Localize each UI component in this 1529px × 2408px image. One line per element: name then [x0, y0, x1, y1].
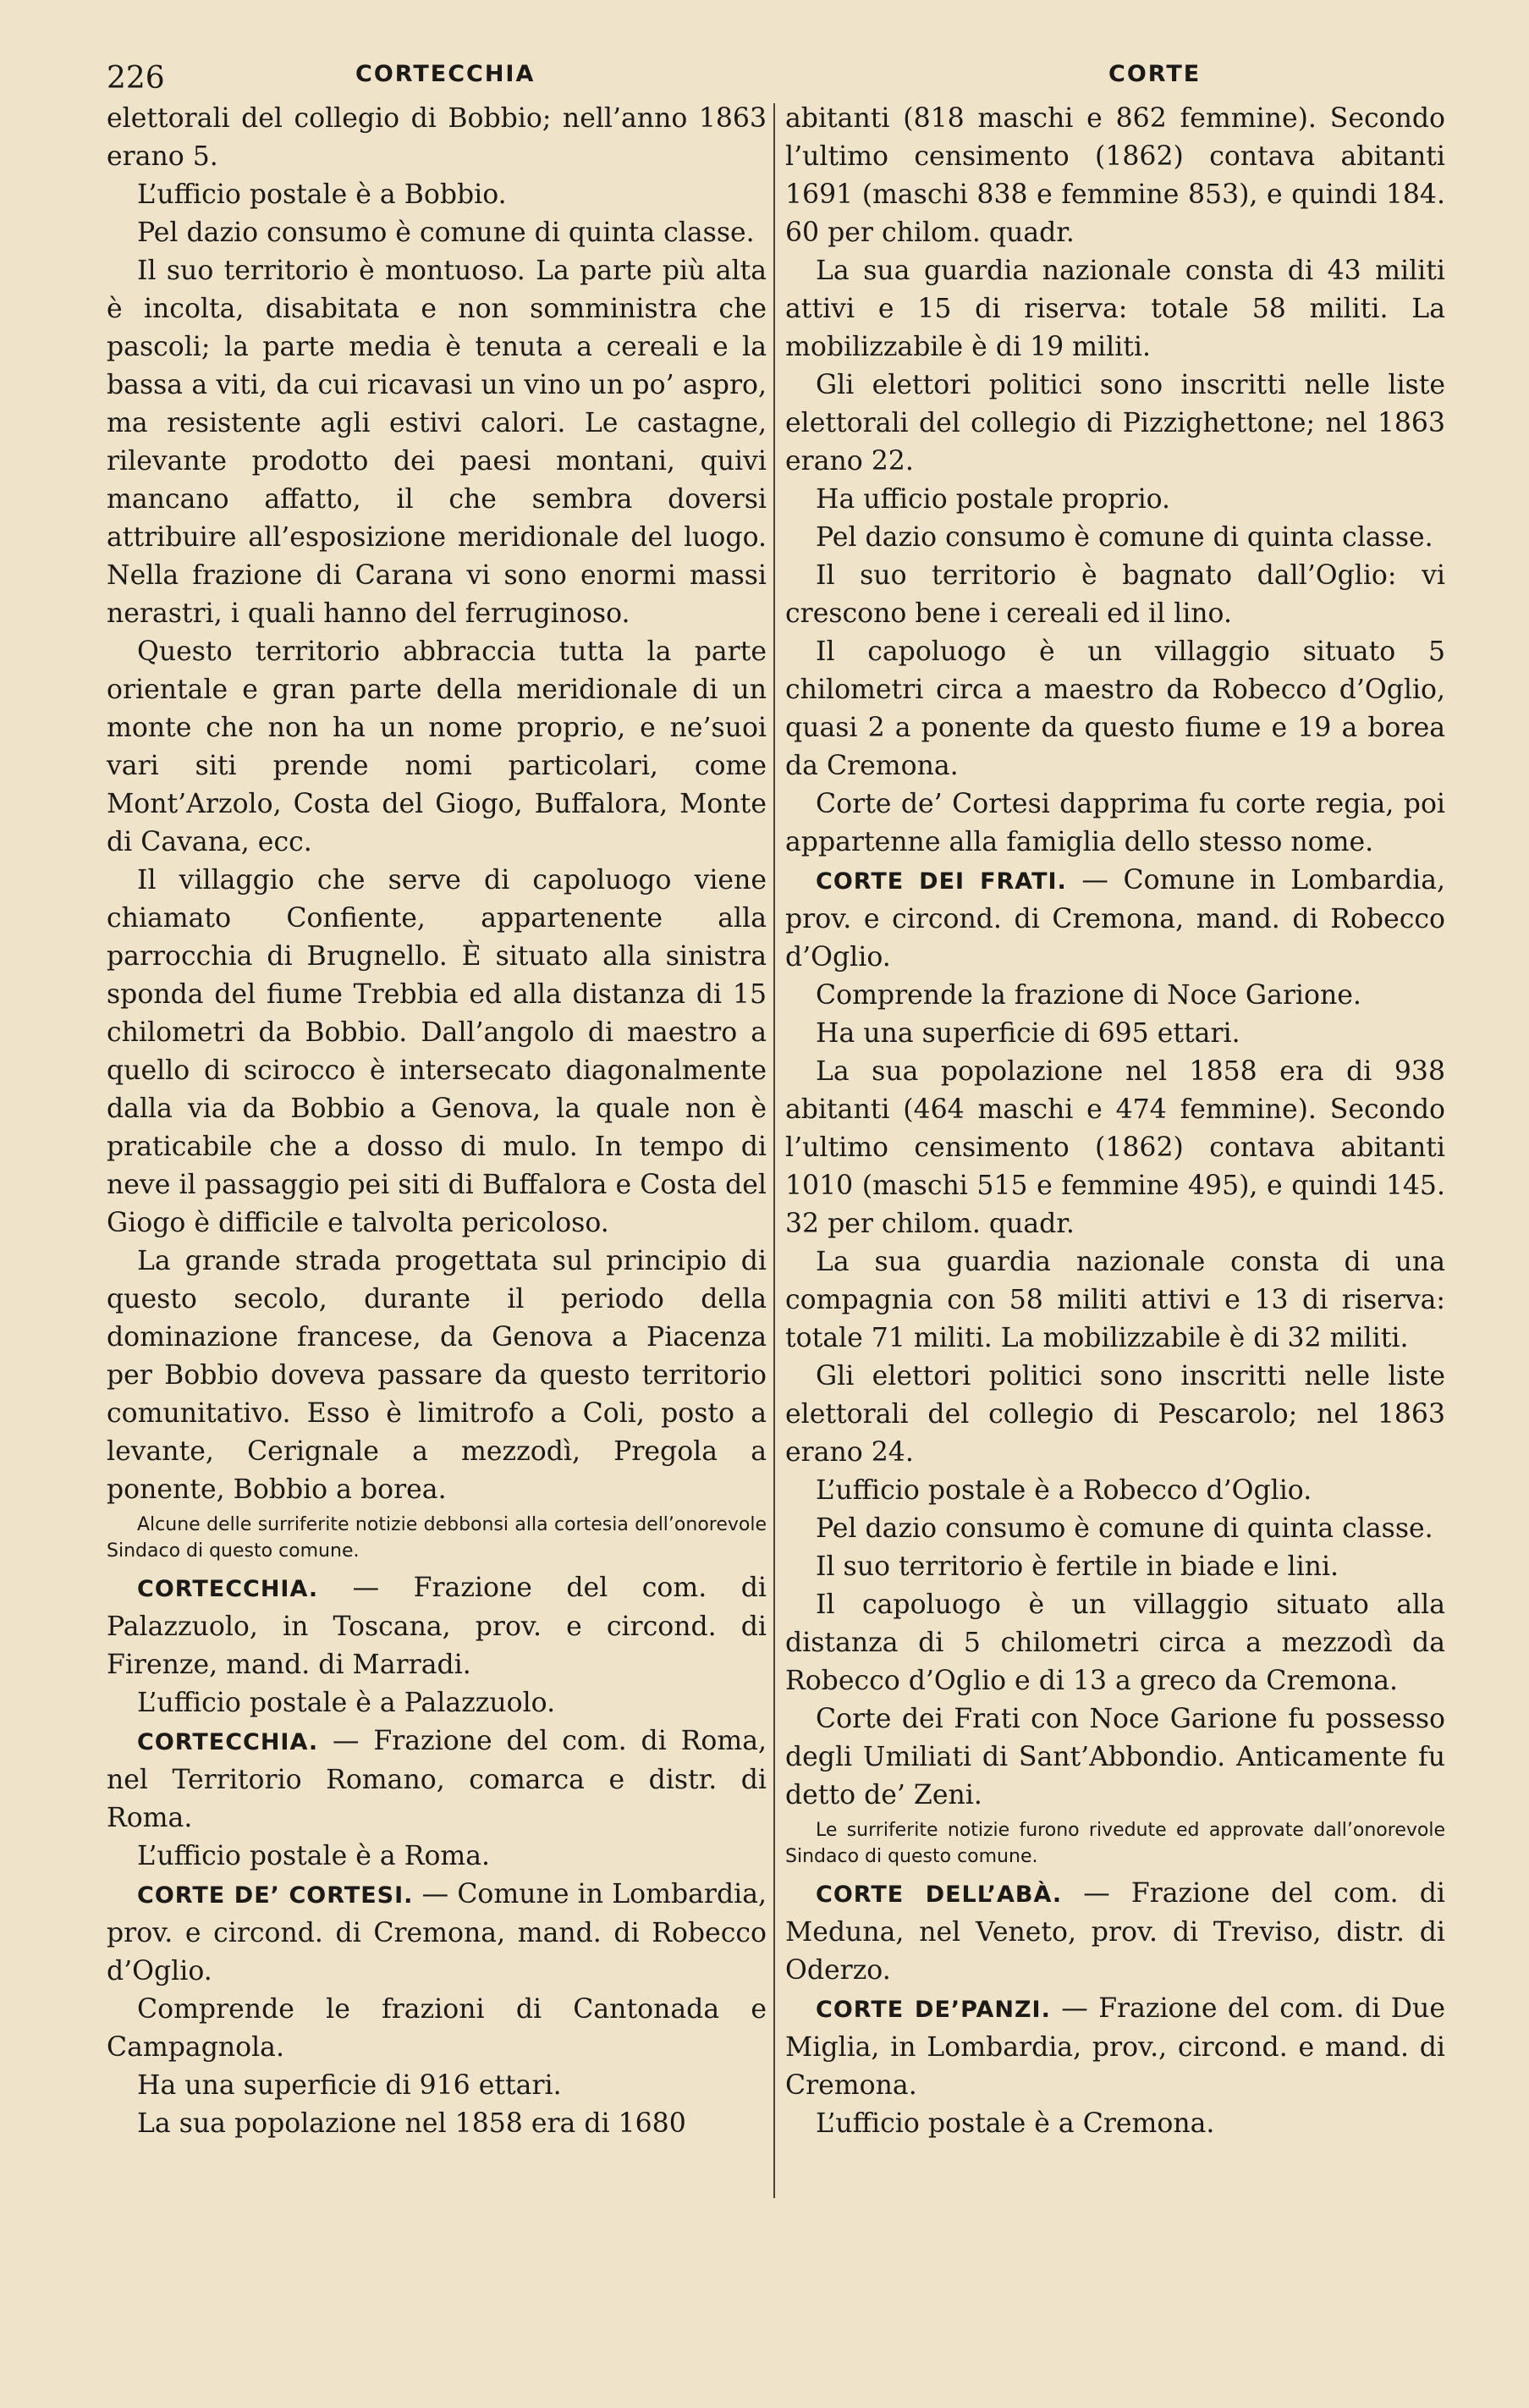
entry-text: — Frazione del com. di Due Miglia, in Lombardia, prov., circond. e mand. di Cremona. — [785, 1993, 1445, 2101]
paragraph: La sua guardia nazionale consta di una compagnia con 58 militi attivi e 13 di riserva: totale 71 militi. La mobilizzabile è di 32 militi. — [785, 1247, 1445, 1353]
paragraph: Il capoluogo è un villaggio situato 5 chilometri circa a maestro da Robecco d’Oglio, quasi 2 a ponente da questo fiume e 19 a borea da Cremona. — [785, 636, 1445, 781]
entry-heading: CORTECCHIA. — [137, 1729, 319, 1755]
entry-text: — Frazione del com. di Roma, nel Territorio Romano, comarca e distr. di Roma. — [107, 1726, 767, 1833]
right-column — [785, 100, 1445, 2143]
entry-text: — Comune in Lombardia, prov. e circond. di Cremona, mand. di Robecco d’Oglio. — [785, 865, 1445, 973]
paragraph: La sua guardia nazionale consta di 43 militi attivi e 15 di riserva: totale 58 militi. La mobilizzabile è di 19 militi. — [785, 256, 1445, 362]
paragraph: Comprende le frazioni di Cantonada e Campagnola. — [107, 1994, 767, 2063]
entry-heading: CORTE DE’PANZI. — [816, 1997, 1051, 2023]
paragraph: Gli elettori politici sono inscritti nelle liste elettorali del collegio di Pizzighettone; nel 1863 erano 22. — [785, 370, 1445, 477]
paragraph: Il villaggio che serve di capoluogo viene chiamato Confiente, appartenente alla parrocchia di Brugnello. È situato alla sinistra sponda del fiume Trebbia ed alla distanza di 15 chilometri da Bobbio. Dall’angolo di maestro a quello di scirocco è intersecato diagonalmente dalla via da Bobbio a Genova, la quale non è praticabile che a dosso di mulo. In tempo di neve il passaggio pei siti di Buffalora e Costa del Giogo è difficile e talvolta pericoloso. — [107, 865, 767, 1238]
entry-heading: CORTE DE’ CORTESI. — [137, 1882, 414, 1909]
paragraph: Questo territorio abbraccia tutta la parte orientale e gran parte della meridionale di un monte che non ha un nome proprio, e ne’suoi vari siti prende nomi particolari, come Mont’Arzolo, Costa del Giogo, Buffalora, Monte di Cavana, ecc. — [107, 636, 767, 857]
paragraph: Il suo territorio è bagnato dall’Oglio: vi crescono bene i cereali ed il lino. — [785, 560, 1445, 629]
entry-heading: CORTECCHIA. — [137, 1576, 319, 1602]
paragraph: abitanti (818 maschi e 862 femmine). Secondo l’ultimo censimento (1862) contava abitanti 1691 (maschi 838 e femmine 853), e quindi 184. 60 per chilom. quadr. — [785, 103, 1445, 248]
entry-corte-dei-frati — [785, 862, 1445, 977]
paragraph: La sua popolazione nel 1858 era di 1680 — [137, 2108, 686, 2139]
paragraph: Pel dazio consumo è comune di quinta classe. — [137, 218, 755, 248]
paragraph: L’ufficio postale è a Robecco d’Oglio. — [816, 1475, 1312, 1506]
entry-cortecchia-palazzuolo — [107, 1569, 767, 1684]
paragraph: Corte de’ Cortesi dapprima fu corte regia, poi appartenne alla famiglia dello stesso nome. — [785, 789, 1445, 857]
entry-heading: CORTE DELL’ABÀ. — [816, 1882, 1063, 1908]
paragraph: Pel dazio consumo è comune di quinta classe. — [816, 522, 1433, 553]
paragraph: Il suo territorio è fertile in biade e lini. — [816, 1551, 1339, 1582]
source-note: Alcune delle surriferite notizie debbonsi alla cortesia dell’onorevole Sindaco di questo comune. — [107, 1514, 767, 1562]
paragraph: Gli elettori politici sono inscritti nelle liste elettorali del collegio di Pescarolo; nel 1863 erano 24. — [785, 1361, 1445, 1468]
paragraph: Corte dei Frati con Noce Garione fu possesso degli Umiliati di Sant’Abbondio. Anticamente fu detto de’ Zeni. — [785, 1704, 1445, 1810]
entry-corte-de-cortesi — [107, 1876, 767, 1991]
entry-corte-de-panzi — [785, 1990, 1445, 2105]
source-note: Le surriferite notizie furono rivedute ed approvate dall’onorevole Sindaco di questo comune. — [785, 1820, 1445, 1867]
paragraph: Il capoluogo è un villaggio situato alla distanza di 5 chilometri circa a mezzodì da Robecco d’Oglio e di 13 a greco da Cremona. — [785, 1590, 1445, 1696]
right-running-head: CORTE — [1108, 61, 1202, 87]
page-header — [0, 61, 1529, 103]
entry-text: — Frazione del com. di Palazzuolo, in Toscana, prov. e circond. di Firenze, mand. di Marradi. — [107, 1573, 767, 1680]
entry-heading: CORTE DEI FRATI. — [816, 868, 1067, 895]
page-number: 226 — [107, 61, 165, 96]
left-column — [107, 100, 767, 2143]
paragraph: Ha una superficie di 916 ettari. — [137, 2070, 562, 2101]
left-running-head: CORTECCHIA — [355, 61, 536, 87]
paragraph: Ha ufficio postale proprio. — [816, 484, 1171, 515]
entry-text: — Frazione del com. di Meduna, nel Veneto, prov. di Treviso, distr. di Oderzo. — [785, 1878, 1445, 1986]
paragraph: L’ufficio postale è a Cremona. — [816, 2108, 1215, 2139]
paragraph: Ha una superficie di 695 ettari. — [816, 1018, 1240, 1049]
paragraph: L’ufficio postale è a Palazzuolo. — [137, 1688, 556, 1718]
paragraph: L’ufficio postale è a Bobbio. — [137, 179, 507, 210]
entry-cortecchia-roma — [107, 1722, 767, 1838]
paragraph: L’ufficio postale è a Roma. — [137, 1841, 491, 1871]
paragraph: Comprende la frazione di Noce Garione. — [816, 980, 1361, 1011]
paragraph: elettorali del collegio di Bobbio; nell’anno 1863 erano 5. — [107, 103, 767, 172]
paragraph: Il suo territorio è montuoso. La parte più alta è incolta, disabitata e non somministra che pascoli; la parte media è tenuta a cereali e la bassa a viti, da cui ricavasi un vino un po’ aspro, ma resistente agli estivi calori. Le castagne, rilevante prodotto dei paesi montani, quivi mancano affatto, il che sembra doversi attribuire all’esposizione meridionale del luogo. Nella frazione di Carana vi sono enormi massi nerastri, i quali hanno del ferruginoso. — [107, 256, 767, 629]
paragraph: Pel dazio consumo è comune di quinta classe. — [816, 1513, 1433, 1544]
entry-corte-dell-aba — [785, 1875, 1445, 1990]
paragraph: La sua popolazione nel 1858 era di 938 abitanti (464 maschi e 474 femmine). Secondo l’ultimo censimento (1862) contava abitanti 1010 (maschi 515 e femmine 495), e quindi 145. 32 per chilom. quadr. — [785, 1056, 1445, 1239]
column-divider — [773, 103, 775, 2198]
entry-text: — Comune in Lombardia, prov. e circond. di Cremona, mand. di Robecco d’Oglio. — [107, 1879, 767, 1986]
paragraph: La grande strada progettata sul principio di questo secolo, durante il periodo della dominazione francese, da Genova a Piacenza per Bobbio doveva passare da questo territorio comunitativo. Esso è limitrofo a Coli, posto a levante, Cerignale a mezzodì, Pregola a ponente, Bobbio a borea. — [107, 1246, 767, 1505]
